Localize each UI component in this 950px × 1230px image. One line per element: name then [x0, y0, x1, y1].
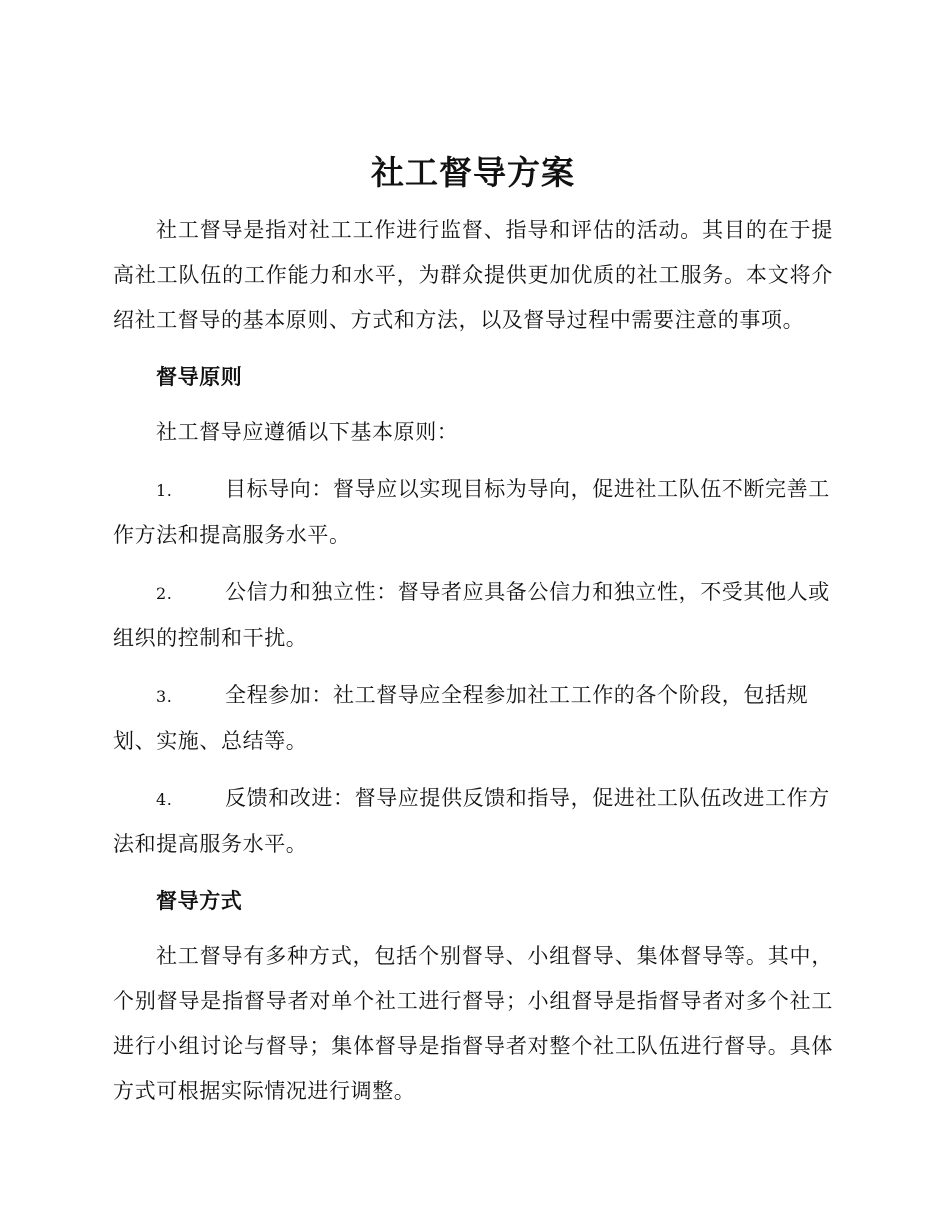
list-item-number: 4. [156, 790, 173, 809]
document-title: 社工督导方案 [371, 153, 575, 192]
list-item-text: 目标导向：督导应以实现目标为导向，促进社工队伍不断完善工作方法和提高服务水平。 [113, 477, 830, 547]
methods-paragraph: 社工督导有多种方式，包括个别督导、小组督导、集体督导等。其中，个别督导是指督导者对单个社工进行督导；小组督导是指督导者对多个社工进行小组讨论与督导；集体督导是指督导者对整个社工队伍进行督导。具体方式可根据实际情况进行调整。 [113, 944, 833, 1103]
list-item-number: 1. [156, 481, 173, 500]
document-body [113, 148, 833, 1114]
list-item [113, 467, 833, 558]
section-heading-methods: 督导方式 [156, 889, 243, 913]
intro-paragraph: 社工督导是指对社工工作进行监督、指导和评估的活动。其目的在于提高社工队伍的工作能力和水平，为群众提供更加优质的社工服务。本文将介绍社工督导的基本原则、方式和方法，以及督导过程中需要注意的事项。 [113, 218, 833, 332]
list-item-text: 反馈和改进：督导应提供反馈和指导，促进社工队伍改进工作方法和提高服务水平。 [113, 786, 830, 856]
principles-lead: 社工督导应遵循以下基本原则： [156, 420, 459, 444]
list-item-number: 2. [156, 584, 173, 603]
section-heading-principles: 督导原则 [156, 365, 243, 389]
list-item-text: 公信力和独立性：督导者应具备公信力和独立性，不受其他人或组织的控制和干扰。 [113, 580, 830, 650]
list-item [113, 673, 833, 764]
list-item [113, 776, 833, 867]
list-item-text: 全程参加：社工督导应全程参加社工工作的各个阶段，包括规划、实施、总结等。 [113, 683, 809, 753]
list-item [113, 570, 833, 661]
list-item-number: 3. [156, 687, 173, 706]
